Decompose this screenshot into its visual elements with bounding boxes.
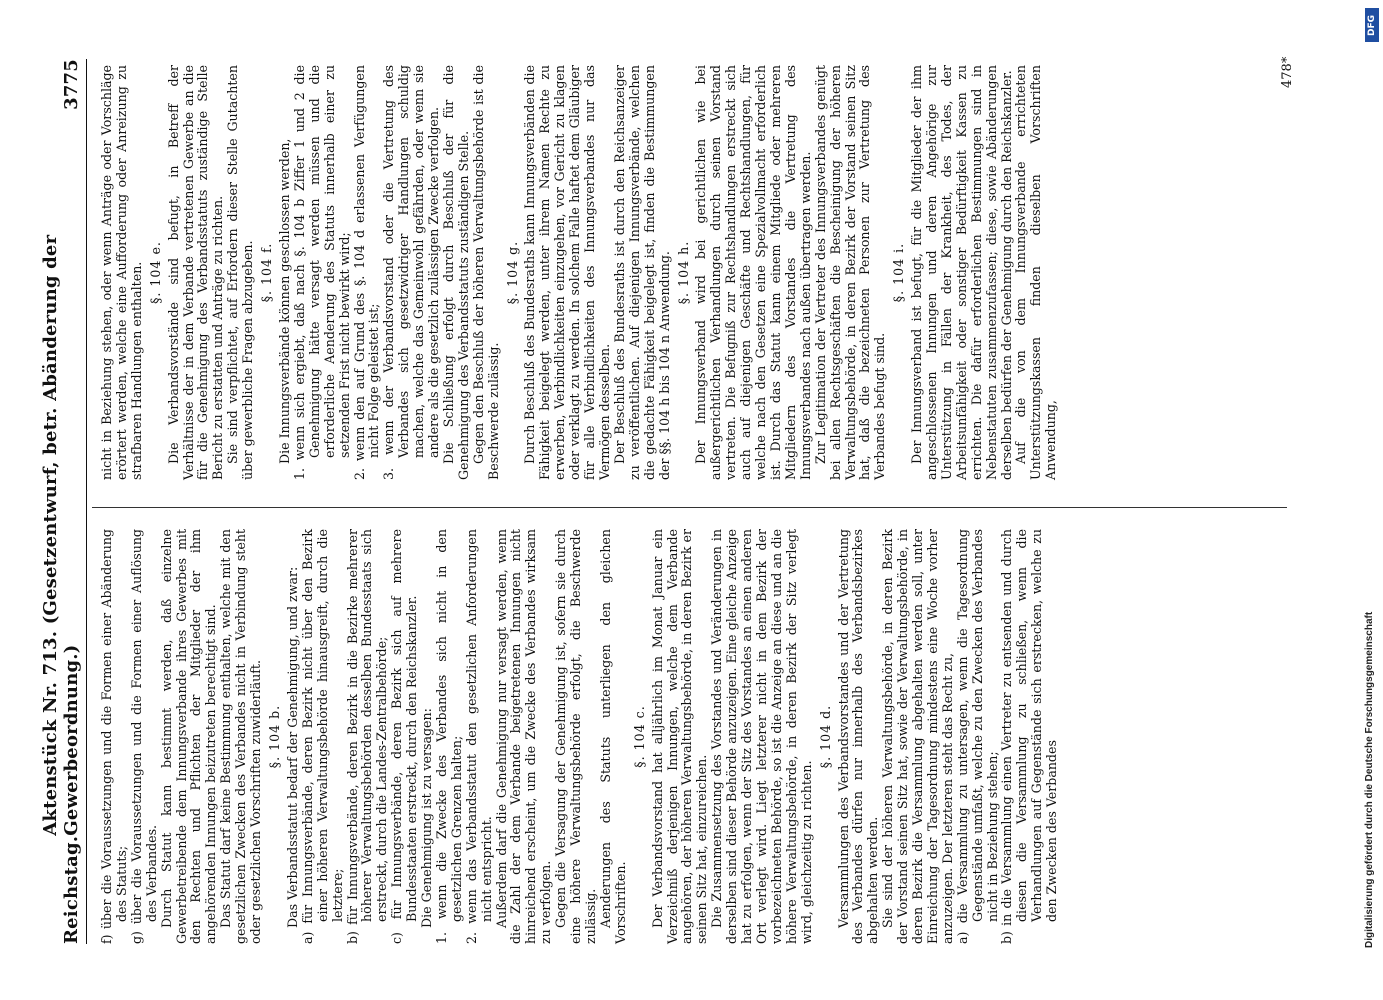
left-column bbox=[100, 529, 1060, 944]
dfg-logo: DFG bbox=[1365, 8, 1379, 42]
list-item: f) über die Voraussetzungen und die Formen einer Abänderung des Statuts; bbox=[99, 529, 129, 944]
page-number: 3775 bbox=[61, 59, 82, 110]
paragraph: Gegen den Beschluß der höheren Verwaltungsbehörde ist die Beschwerde zulässig. bbox=[470, 65, 501, 480]
list-item: c) für Innungsverbände, deren Bezirk sich auf mehrere Bundesstaaten erstreckt, durch den Reichskanzler. bbox=[389, 529, 420, 944]
digitization-sidebar bbox=[1361, 0, 1383, 1000]
section-heading: §. 104 h. bbox=[675, 240, 691, 305]
section-heading: §. 104 d. bbox=[817, 704, 833, 769]
paragraph: Außerdem darf die Genehmigung nur versagt werden, wenn die Zahl der dem Verbande beigetretenen Innungen nicht hinreichend erscheint, um die Zwecke des Verbandes wirksam zu verfolgen. bbox=[493, 529, 554, 944]
column-divider bbox=[92, 507, 1287, 508]
paragraph: Die Verbandsvorstände sind befugt, in Betreff der Verhältnisse der in dem Verbande vertretenen Gewerbe an die für die Genehmigung des Verbandsstatuts zuständige Stelle Bericht zu erstatten und Anträge zu richten. bbox=[165, 65, 226, 480]
paragraph: Der Innungsverband ist befugt, für die Mitglieder der ihm angeschlossenen Innungen und deren Angehörige zur Unterstützung in Fällen der Krankheit, des Todes, der Arbeitsunfähigkeit oder sonstiger Bedürftigkeit Kassen zu errichten. Die dafür erforderlichen Bestimmungen sind in Nebenstatuten zusammenzufassen; diese, sowie Abänderungen derselben bedürfen der Genehmigung durch den Reichskanzler. bbox=[909, 65, 1014, 480]
list-item: b) für Innungsverbände, deren Bezirk in die Bezirke mehrerer höherer Verwaltungsbehörden desselben Bundesstaats sich erstreckt, durch die Landes-Zentralbehörde; bbox=[344, 529, 390, 944]
paragraph: Sie sind verpflichtet, auf Erfordern dieser Stelle Gutachten über gewerbliche Fragen abzugeben. bbox=[225, 65, 256, 480]
section-heading: §. 104 e. bbox=[147, 241, 163, 304]
paragraph: Zur Legitimation der Vertreter des Innungsverbandes genügt bei allen Rechtsgeschäften die Bescheinigung der höheren Verwaltungsbehörde, in deren Bezirk der Vorstand seinen Sitz hat, daß die bezeichneten Personen zur Vertretung des Verbandes befugt sind. bbox=[812, 65, 888, 480]
paragraph: Durch Beschluß des Bundesraths kann Innungsverbänden die Fähigkeit beigelegt werden, unter ihrem Namen Rechte zu erwerben, Verbindlichkeiten einzugehen, vor Gericht zu klagen oder verklagt zu werden. In solchem Falle haftet dem Gläubiger für alle Verbindlichkeiten des Innungsverbandes nur das Vermögen desselben. bbox=[522, 65, 612, 480]
list-item: 2. wenn das Verbandsstatut den gesetzlichen Anforderungen nicht entspricht. bbox=[463, 529, 494, 944]
paragraph: Die Genehmigung ist zu versagen: bbox=[419, 708, 435, 928]
paragraph: Durch Statut kann bestimmt werden, daß einzelne Gewerbetreibende dem Innungsverbande ihres Gewerbes mit den Rechten und Pflichten der Mitglieder der ihm angehörenden Innungen beizutreten berechtigt sind. bbox=[158, 529, 219, 944]
paragraph: Der Innungsverband wird bei gerichtlichen wie bei außergerichtlichen Verhandlungen durch seinen Vorstand vertreten. Die Befugniß zur Rechtshandlungen erstreckt sich auch auf diejenigen Geschäfte und Rechtshandlungen, für welche nach den Gesetzen eine Spezialvollmacht erforderlich ist. Durch das Statut kann einem Mitgliede oder mehreren Mitgliedern des Vorstandes die Vertretung des Innungsverbandes nach außen übertragen werden. bbox=[693, 65, 813, 480]
section-heading: §. 104 f. bbox=[259, 242, 275, 303]
section-heading: §. 104 b. bbox=[266, 704, 282, 769]
paragraph: Versammlungen des Verbandsvorstandes und der Vertretung des Verbandes dürfen nur innerhalb des Verbandsbezirkes abgehalten werden. bbox=[835, 529, 881, 944]
paragraph: Das Verbandsstatut bedarf der Genehmigung, und zwar: bbox=[284, 566, 300, 928]
paragraph: Die Zusammensetzung des Vorstandes und Veränderungen in derselben sind dieser Behörde anzuzeigen. Eine gleiche Anzeige hat zu erfolgen, wenn der Sitz des Vorstandes an einen anderen Ort verlegt wird. Liegt letzterer nicht in dem Bezirk der vorbezeichneten Behörde, so ist die Anzeige an diese und an die höhere Verwaltungsbehörde, in deren Bezirk der Sitz verlegt wird, gleichzeitig zu richten. bbox=[709, 529, 814, 944]
footer-number: 478* bbox=[1280, 56, 1295, 88]
right-column bbox=[100, 65, 1059, 480]
list-item: 2. wenn den auf Grund des §. 104 d erlassenen Verfügungen nicht Folge geleistet ist; bbox=[351, 65, 382, 480]
paragraph: Auf die von dem Innungsverbande errichteten Unterstützungskassen finden dieselben Vorschriften Anwendung, bbox=[1013, 65, 1059, 480]
paragraph: Der Verbandsvorstand hat alljährlich im Monat Januar ein Verzeichniß derjenigen Innungen, welche dem Verbande angehören, der höheren Verwaltungsbehörde, in deren Bezirk er seinen Sitz hat, einzureichen. bbox=[649, 529, 710, 944]
page-header bbox=[40, 59, 87, 944]
funding-note: Digitalisierung gefördert durch die Deutsche Forschungsgemeinschaft bbox=[1364, 611, 1375, 948]
list-item: b) in die Versammlung einen Vertreter zu entsenden und durch diesen die Versammlung zu schließen, wenn die Verhandlungen auf Gegenstände sich erstrecken, welche zu den Zwecken des Verbandes bbox=[999, 529, 1060, 944]
paragraph: nicht in Beziehung stehen, oder wenn Anträge oder Vorschläge erörtert werden, welche eine Aufforderung oder Anreizung zu strafbaren Handlungen enthalten. bbox=[99, 65, 144, 480]
section-heading: §. 104 g. bbox=[504, 240, 520, 305]
paragraph: Die Innungsverbände können geschlossen werden, bbox=[276, 138, 292, 464]
list-item: g) über die Voraussetzungen und die Formen einer Auflösung des Verbandes. bbox=[128, 529, 159, 944]
section-heading: §. 104 c. bbox=[631, 705, 647, 768]
paragraph: Das Statut darf keine Bestimmung enthalten, welche mit den gesetzlichen Zwecken des Verbandes nicht in Verbindung steht oder gesetzlichen Vorschriften zuwiderläuft. bbox=[218, 529, 264, 944]
paragraph: Der Beschluß des Bundesraths ist durch den Reichsanzeiger zu veröffentlichen. Auf diejenigen Innungsverbände, welchen die gedachte Fähigkeit beigelegt ist, finden die Bestimmungen der §§. 104 h bis 104 n Anwendung. bbox=[611, 65, 672, 480]
section-heading: §. 104 i. bbox=[891, 242, 907, 303]
paragraph: Die Schließung erfolgt durch Beschluß der für die Genehmigung des Verbandsstatuts zuständigen Stelle. bbox=[440, 65, 471, 480]
paragraph: Sie sind der höheren Verwaltungsbehörde, in deren Bezirk der Vorstand seinen Sitz hat, sowie der Verwaltungsbehörde, in deren Bezirk die Versammlung abgehalten werden soll, unter Einreichung der Tagesordnung mindestens eine Woche vorher anzuzeigen. Der letzteren steht das Recht zu, bbox=[880, 529, 955, 944]
list-item: 1. wenn die Zwecke des Verbandes sich nicht in den gesetzlichen Grenzen halten; bbox=[433, 529, 464, 944]
header-title: Aktenstück Nr. 713. (Gesetzentwurf, betr. Abänderung der Gewerbeordnung.) bbox=[40, 234, 82, 836]
list-item: 1. wenn sich ergiebt, daß nach §. 104 b Ziffer 1 und 2 die Genehmigung hätte versagt werden müssen und die erforderliche Aenderung des Statuts innerhalb einer zu setzenden Frist nicht bewirkt wird; bbox=[291, 65, 352, 480]
paragraph: Aenderungen des Statuts unterliegen den gleichen Vorschriften. bbox=[597, 529, 628, 944]
list-item: a) für Innungsverbände, deren Bezirk nicht über den Bezirk einer höheren Verwaltungsbehörde hinausgreift, durch die letztere; bbox=[299, 529, 345, 944]
header-left: Reichstag. bbox=[61, 835, 82, 944]
list-item: a) die Versammlung zu untersagen, wenn die Tagesordnung Gegenstände umfaßt, welche zu den Zwecken des Verbandes nicht in Beziehung stehen; bbox=[954, 529, 1000, 944]
paragraph: Gegen die Versagung der Genehmigung ist, sofern sie durch eine höhere Verwaltungsbehörde erfolgt, die Beschwerde zulässig. bbox=[553, 529, 598, 944]
list-item: 3. wenn der Verbandsvorstand oder die Vertretung des Verbandes sich gesetzwidriger Handlungen schuldig machen, welche das Gemeinwohl gefährden, oder wenn sie andere als die gesetzlich zulässigen Zwecke verfolgen. bbox=[381, 65, 442, 480]
